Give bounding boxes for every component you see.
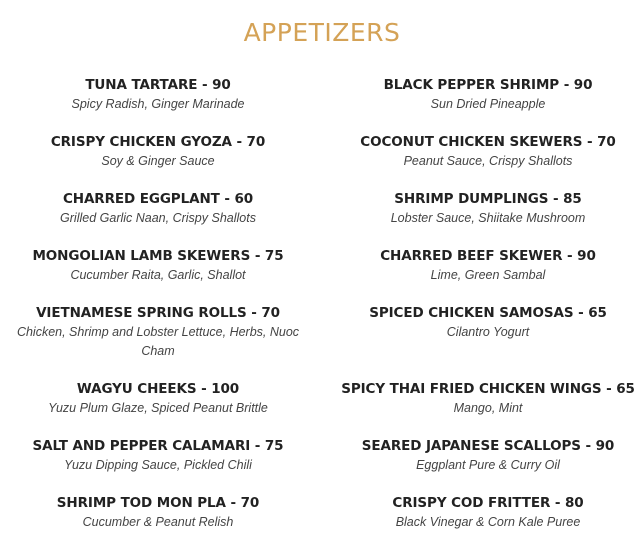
item-name: SHRIMP TOD MON PLA - 70 <box>56 495 260 511</box>
item-description: Spicy Radish, Ginger Marinade <box>71 97 245 111</box>
item-description: Chicken, Shrimp and Lobster Lettuce, Herbs, Nuoc Cham <box>16 325 300 358</box>
item-name: MONGOLIAN LAMB SKEWERS - 75 <box>32 248 284 264</box>
menu-item <box>4 304 312 361</box>
item-name: CHARRED EGGPLANT - 60 <box>62 191 254 207</box>
item-description: Black Vinegar & Corn Kale Puree <box>395 515 581 529</box>
menu-item <box>4 247 312 285</box>
item-name: CHARRED BEEF SKEWER - 90 <box>380 248 596 264</box>
menu-item <box>336 133 640 171</box>
menu-item <box>336 247 640 285</box>
menu-item <box>4 133 312 171</box>
menu-item <box>336 190 640 228</box>
item-name: VIETNAMESE SPRING ROLLS - 70 <box>36 305 280 321</box>
item-description: Eggplant Pure & Curry Oil <box>416 458 560 472</box>
item-name: SPICED CHICKEN SAMOSAS - 65 <box>369 305 607 321</box>
item-name: CRISPY COD FRITTER - 80 <box>392 495 584 511</box>
item-description: Lobster Sauce, Shiitake Mushroom <box>390 211 586 225</box>
item-description: Mango, Mint <box>453 401 523 415</box>
item-name: COCONUT CHICKEN SKEWERS - 70 <box>360 134 616 150</box>
item-name: SEARED JAPANESE SCALLOPS - 90 <box>361 438 615 454</box>
menu-item <box>4 190 312 228</box>
item-description: Peanut Sauce, Crispy Shallots <box>403 154 573 168</box>
menu-item <box>336 76 640 114</box>
item-name: BLACK PEPPER SHRIMP - 90 <box>383 77 593 93</box>
item-name: SHRIMP DUMPLINGS - 85 <box>394 191 582 207</box>
menu-column-right <box>336 76 640 532</box>
item-description: Soy & Ginger Sauce <box>101 154 215 168</box>
item-description: Yuzu Plum Glaze, Spiced Peanut Brittle <box>48 401 268 415</box>
menu-item <box>336 437 640 475</box>
menu-item <box>4 76 312 114</box>
item-description: Cilantro Yogurt <box>446 325 530 339</box>
menu-heading: APPETIZERS <box>243 18 401 47</box>
item-description: Sun Dried Pineapple <box>430 97 546 111</box>
item-description: Grilled Garlic Naan, Crispy Shallots <box>60 211 256 225</box>
menu-item <box>4 380 312 418</box>
item-name: WAGYU CHEEKS - 100 <box>76 381 240 397</box>
menu-item <box>336 304 640 342</box>
item-name: CRISPY CHICKEN GYOZA - 70 <box>50 134 266 150</box>
menu-item <box>336 494 640 532</box>
item-description: Yuzu Dipping Sauce, Pickled Chili <box>64 458 252 472</box>
item-description: Cucumber Raita, Garlic, Shallot <box>70 268 246 282</box>
item-name: TUNA TARTARE - 90 <box>85 77 231 93</box>
item-name: SPICY THAI FRIED CHICKEN WINGS - 65 <box>341 381 635 397</box>
menu-item <box>4 494 312 532</box>
item-name: SALT AND PEPPER CALAMARI - 75 <box>32 438 284 454</box>
item-description: Lime, Green Sambal <box>430 268 546 282</box>
menu-item <box>336 380 640 418</box>
menu-column-left <box>4 76 312 532</box>
menu-item <box>4 437 312 475</box>
item-description: Cucumber & Peanut Relish <box>82 515 234 529</box>
